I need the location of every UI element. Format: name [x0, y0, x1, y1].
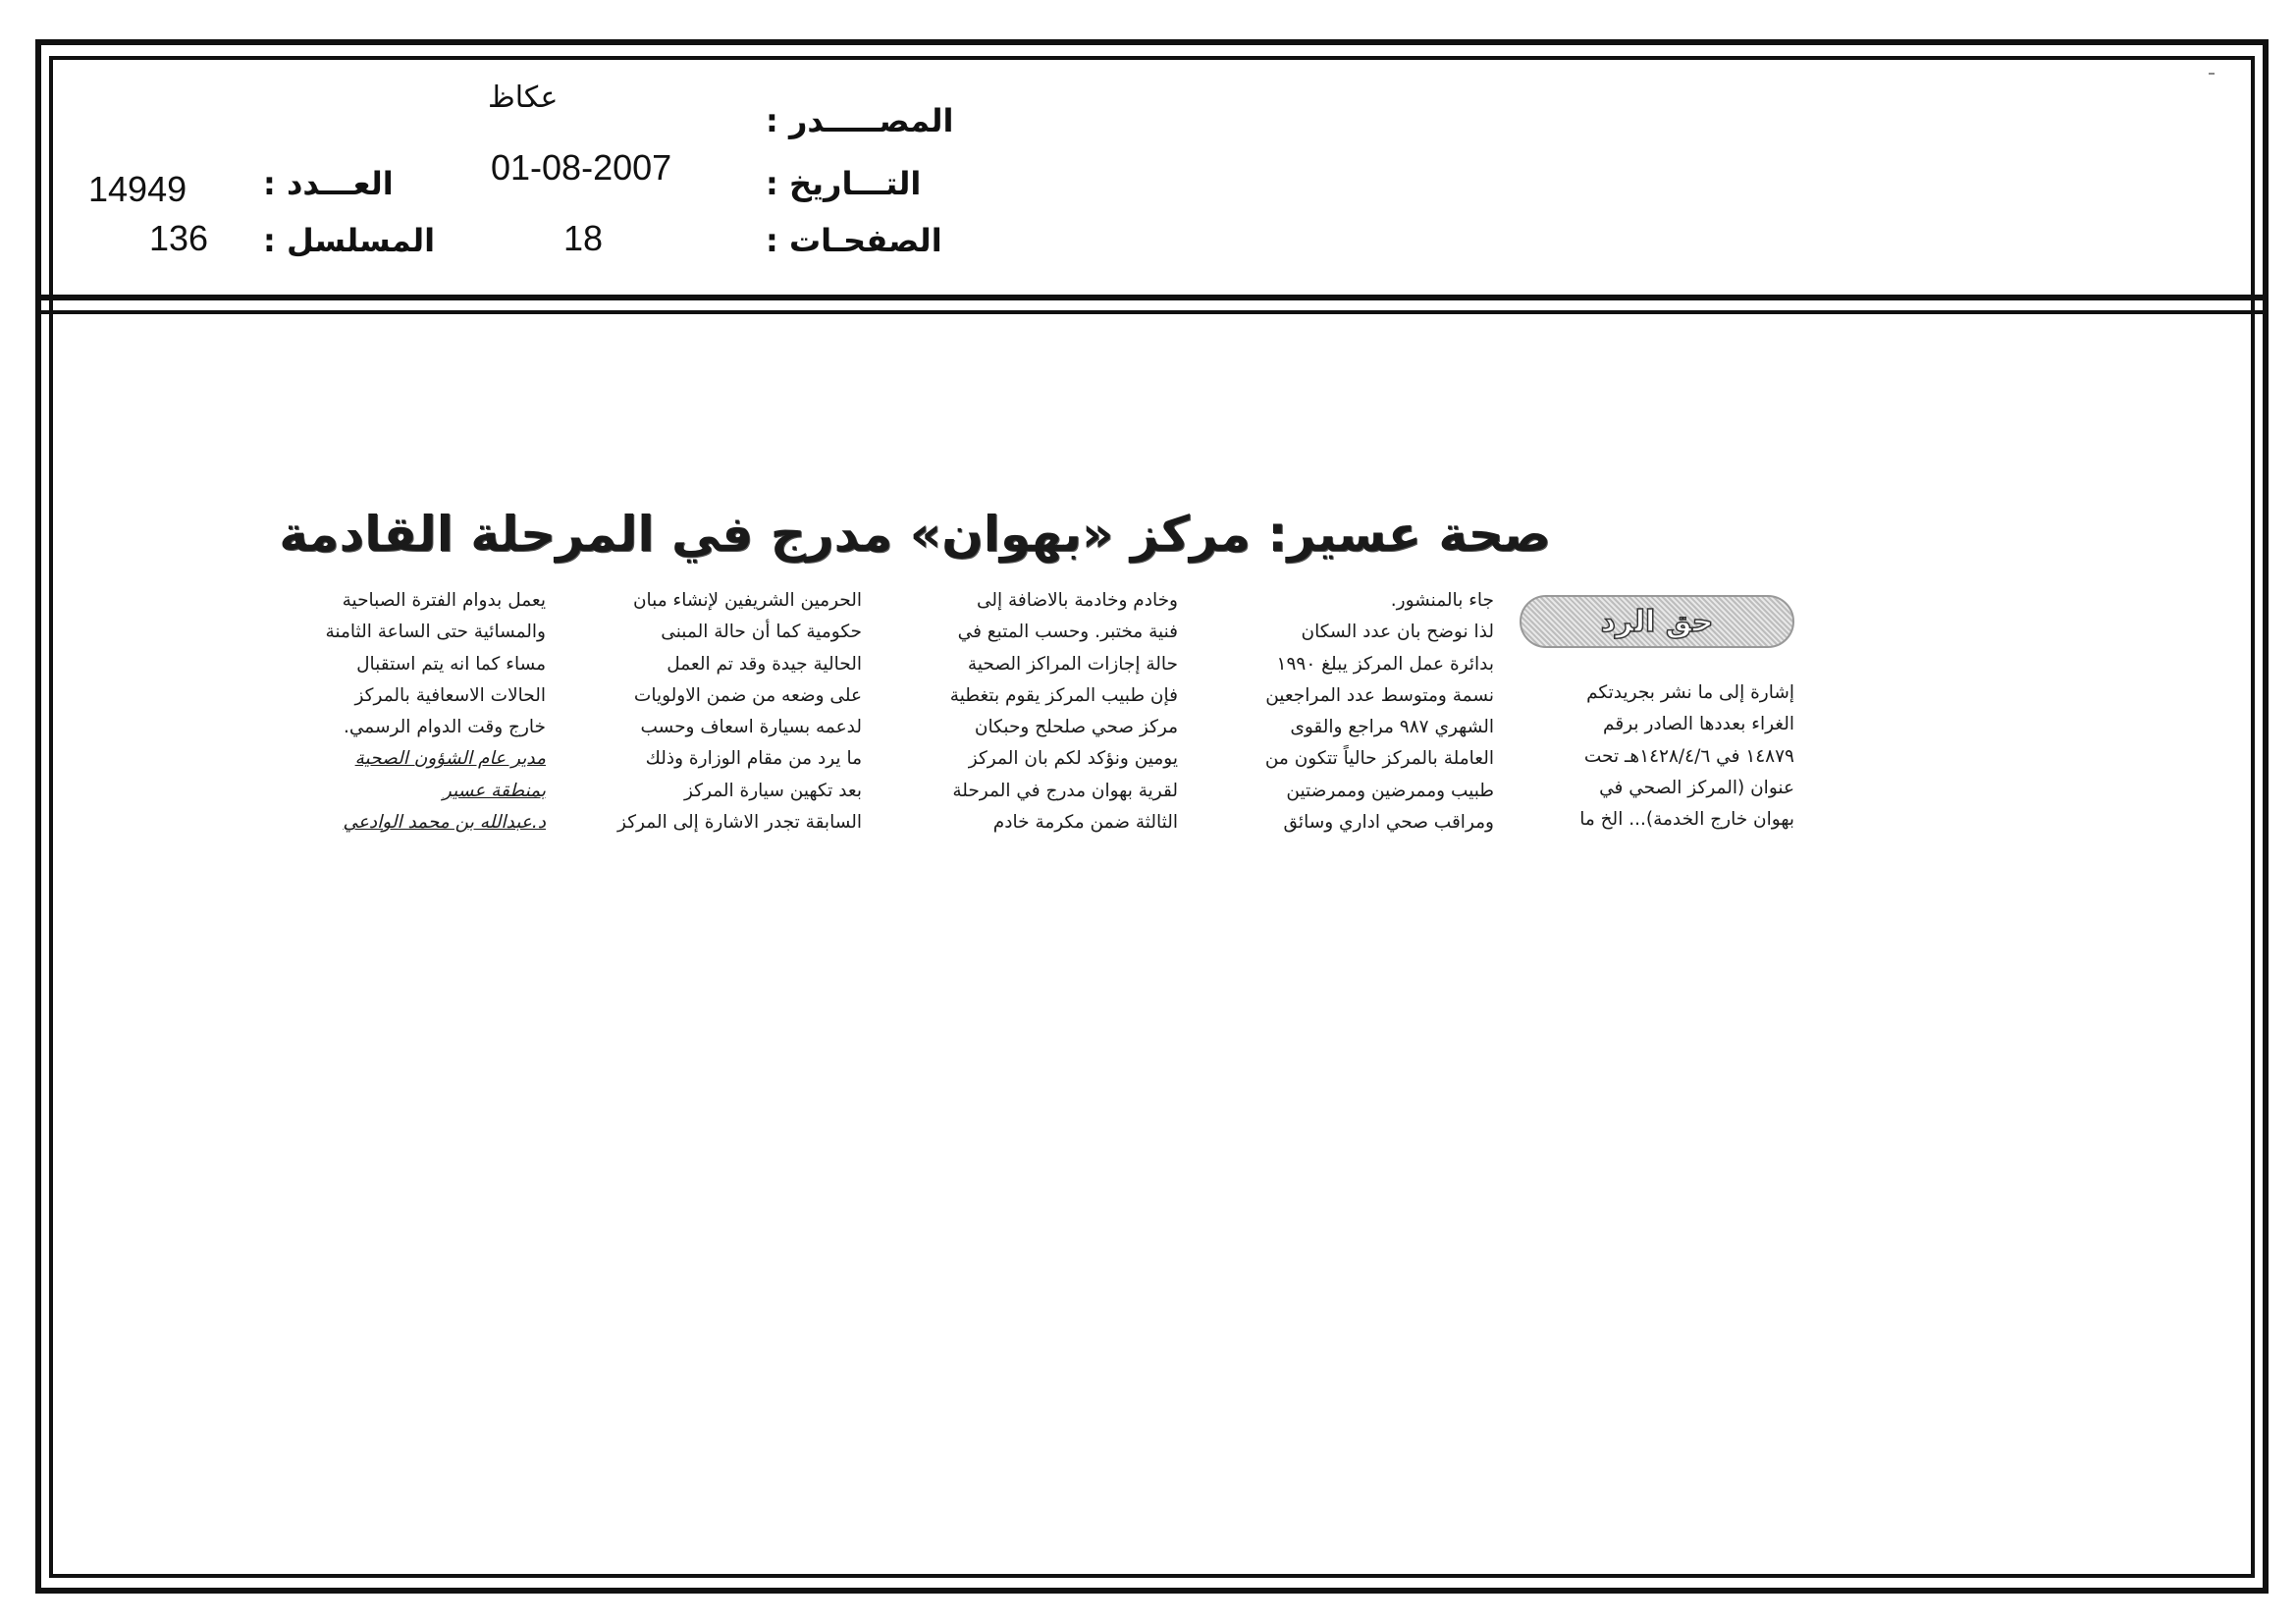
issue-label: العـــدد : [263, 165, 394, 202]
column-line: حكومية كما أن حالة المبنى [661, 622, 862, 643]
serial-value: 136 [149, 218, 209, 258]
column-line: مركز صحي صلحلح وحبكان [974, 717, 1178, 738]
article-headline: صحة عسير: مركز «بهوان» مدرج في المرحلة القادمة [279, 506, 1551, 563]
column-line: العاملة بالمركز حالياً تتكون من [1264, 748, 1494, 770]
column-line: طبيب وممرضين وممرضتين [1286, 780, 1494, 801]
header-divider-top [35, 295, 2269, 300]
column-line: لدعمه بسيارة اسعاف وحسب [640, 717, 862, 738]
pages-value: 18 [563, 218, 604, 258]
corner-mark [2209, 73, 2215, 75]
column-line: جاء بالمنشور. [1390, 590, 1494, 611]
column-line: والمسائية حتى الساعة الثامنة [325, 622, 546, 643]
source-label: المصـــــدر : [766, 102, 954, 139]
column-line: ١٤٨٧٩ في ١٤٢٨/٤/٦هـ تحت [1583, 745, 1794, 767]
column-line: الثالثة ضمن مكرمة خادم [992, 812, 1178, 834]
column-line: بعد تكهين سيارة المركز [683, 780, 862, 801]
column-line: فنية مختبر. وحسب المتبع في [957, 622, 1178, 643]
column-line: يعمل بدوام الفترة الصباحية [342, 590, 546, 611]
column-line: ومراقب صحي اداري وسائق [1283, 812, 1494, 834]
article-column-5 [253, 585, 546, 839]
pages-label: الصفحـات : [766, 222, 942, 259]
column-line: يومين ونؤكد لكم بان المركز [968, 748, 1178, 770]
column-line: على وضعه من ضمن الاولويات [633, 684, 862, 706]
column-line: السابقة تجدر الاشارة إلى المركز [617, 812, 862, 834]
article-column-4 [567, 585, 862, 839]
column-line: عنوان (المركز الصحي في [1599, 777, 1794, 798]
signature-title: مدير عام الشؤون الصحية [354, 748, 546, 770]
column-line: الحرمين الشريفين لإنشاء مبان [632, 590, 862, 611]
column-line: نسمة ومتوسط عدد المراجعين [1265, 684, 1494, 706]
column-line: بدائرة عمل المركز يبلغ ١٩٩٠ [1276, 653, 1494, 675]
issue-value: 14949 [88, 169, 187, 209]
column-line: الشهري ٩٨٧ مراجع والقوى [1290, 717, 1494, 738]
column-line: لذا نوضح بان عدد السكان [1301, 622, 1494, 643]
article-column-1 [1516, 677, 1794, 836]
reply-badge [1520, 595, 1794, 648]
serial-label: المسلسل : [263, 222, 436, 259]
column-line: خارج وقت الدوام الرسمي. [343, 717, 546, 738]
column-line: لقرية بهوان مدرج في المرحلة [952, 780, 1178, 801]
column-line: الحالات الاسعافية بالمركز [354, 684, 546, 706]
source-value: عكاظ [488, 81, 559, 115]
column-line: إشارة إلى ما نشر بجريدتكم [1586, 682, 1794, 703]
header-divider-bottom [35, 310, 2269, 314]
column-line: مساء كما انه يتم استقبال [356, 653, 546, 675]
signature-name: د.عبدالله بن محمد الوادعي [343, 812, 546, 834]
date-value: 01-08-2007 [491, 147, 672, 188]
article-column-2 [1200, 585, 1494, 839]
column-line: فإن طبيب المركز يقوم بتغطية [949, 684, 1178, 706]
signature-region: بمنطقة عسير [442, 780, 546, 801]
reply-badge-text: حق الرد [1600, 604, 1714, 639]
article-column-3 [883, 585, 1178, 839]
column-line: حالة إجازات المراكز الصحية [967, 653, 1178, 675]
column-line: وخادم وخادمة بالاضافة إلى [976, 590, 1178, 611]
column-line: بهوان خارج الخدمة)... الخ ما [1579, 809, 1794, 831]
column-line: ما يرد من مقام الوزارة وذلك [645, 748, 862, 770]
column-line: الغراء بعددها الصادر برقم [1603, 714, 1794, 735]
date-label: التـــاريخ : [766, 165, 922, 202]
column-line: الحالية جيدة وقد تم العمل [667, 653, 862, 675]
